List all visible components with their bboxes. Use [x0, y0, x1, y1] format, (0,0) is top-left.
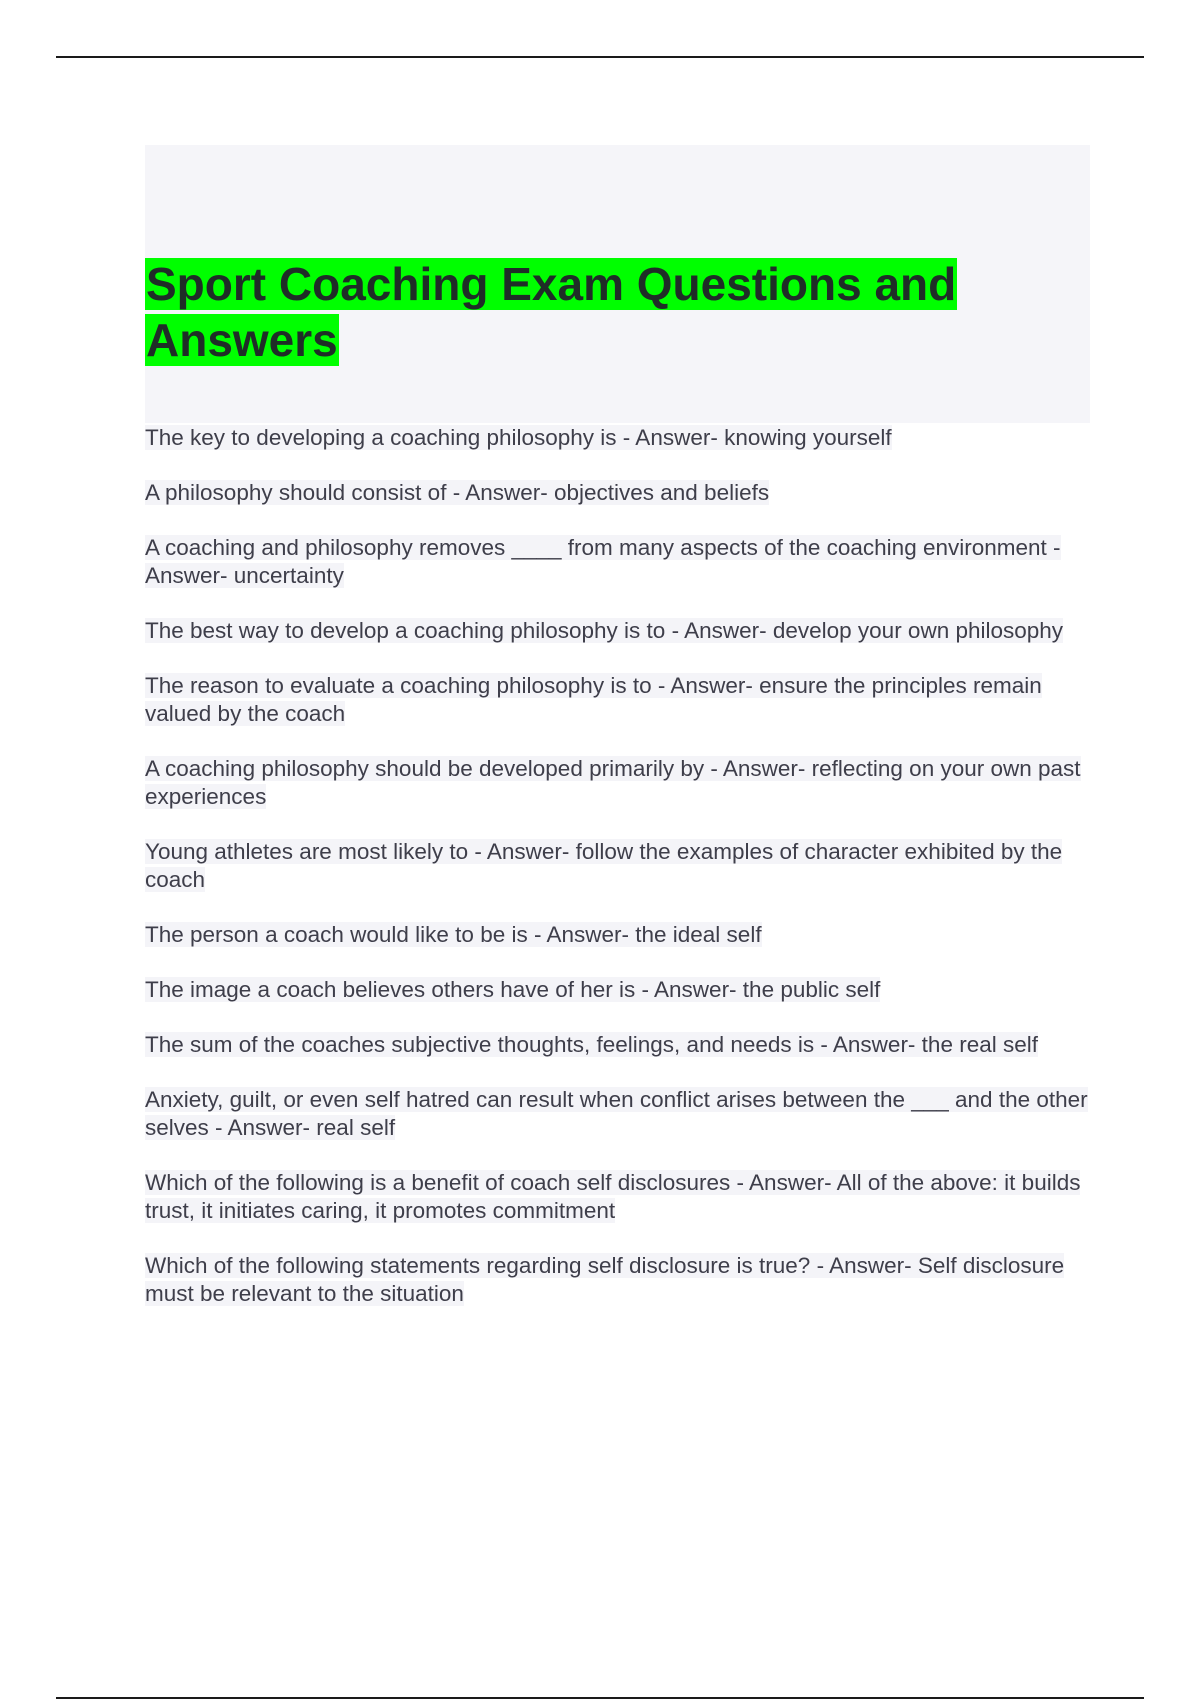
qa-item-5 — [145, 672, 1095, 728]
title-highlight: Sport Coaching Exam Questions and Answers — [146, 258, 957, 366]
qa-text: The image a coach believes others have of her is - Answer- the public self — [145, 977, 881, 1002]
qa-item-3 — [145, 534, 1095, 590]
qa-item-8 — [145, 921, 1095, 949]
bottom-divider — [56, 1697, 1144, 1699]
qa-text: Anxiety, guilt, or even self hatred can result when conflict arises between the ___ and the other selves - Answer- real self — [145, 1087, 1088, 1140]
qa-item-2 — [145, 479, 1095, 507]
document-title — [145, 256, 1045, 368]
qa-item-9 — [145, 976, 1095, 1004]
question-answer-list — [145, 424, 1095, 1335]
qa-text: Which of the following statements regarding self disclosure is true? - Answer- Self disclosure must be relevant to the situation — [145, 1253, 1065, 1306]
qa-item-7 — [145, 838, 1095, 894]
qa-item-10 — [145, 1031, 1095, 1059]
qa-item-4 — [145, 617, 1095, 645]
qa-text: A coaching philosophy should be developed primarily by - Answer- reflecting on your own past experiences — [145, 756, 1081, 809]
qa-text: The key to developing a coaching philosophy is - Answer- knowing yourself — [145, 425, 892, 450]
qa-text: The sum of the coaches subjective thoughts, feelings, and needs is - Answer- the real self — [145, 1032, 1038, 1057]
qa-text: The reason to evaluate a coaching philosophy is to - Answer- ensure the principles remain valued by the coach — [145, 673, 1042, 726]
qa-text: Young athletes are most likely to - Answer- follow the examples of character exhibited by the coach — [145, 839, 1063, 892]
qa-text: A philosophy should consist of - Answer- objectives and beliefs — [145, 480, 770, 505]
qa-item-13 — [145, 1252, 1095, 1308]
qa-text: Which of the following is a benefit of coach self disclosures - Answer- All of the above: it builds trust, it initiates caring, it promotes commitment — [145, 1170, 1081, 1223]
qa-item-11 — [145, 1086, 1095, 1142]
qa-text: The person a coach would like to be is - Answer- the ideal self — [145, 922, 762, 947]
qa-text: A coaching and philosophy removes ____ from many aspects of the coaching environment - Answer- uncertainty — [145, 535, 1061, 588]
top-divider — [56, 56, 1144, 58]
qa-item-6 — [145, 755, 1095, 811]
qa-text: The best way to develop a coaching philosophy is to - Answer- develop your own philosophy — [145, 618, 1064, 643]
qa-item-12 — [145, 1169, 1095, 1225]
qa-item-1 — [145, 424, 1095, 452]
